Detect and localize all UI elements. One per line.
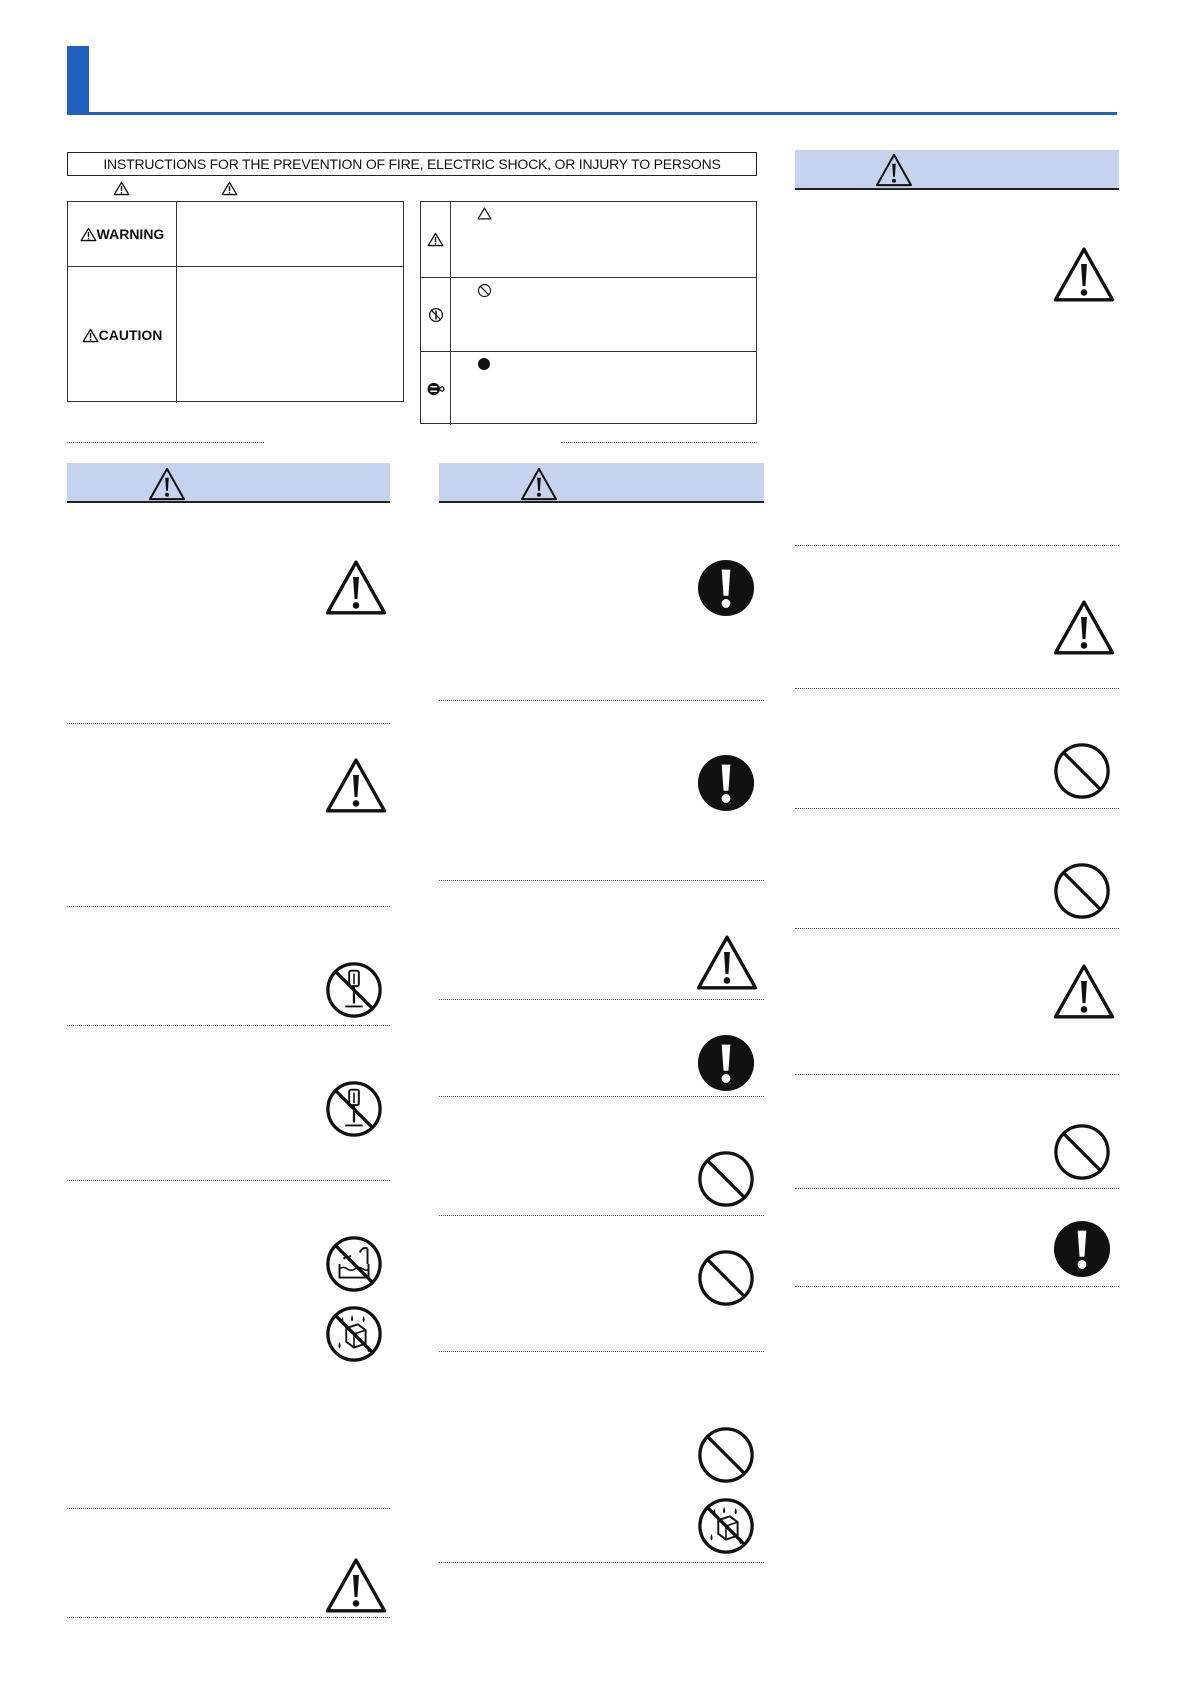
prohibition-icon: [1053, 862, 1111, 920]
warning-triangle-icon: [148, 467, 186, 501]
prohibition-icon: [697, 1426, 755, 1484]
divider: [67, 442, 264, 443]
do-not-disassemble-icon: [325, 961, 383, 1019]
warning-triangle-icon: [80, 227, 97, 242]
warning-triangle-icon: [695, 934, 759, 991]
divider: [795, 928, 1119, 929]
hollow-triangle-icon: [477, 207, 492, 220]
symbol-row-caution: [421, 202, 756, 277]
divider: [439, 1351, 764, 1352]
symbol-row-prohibited: [421, 277, 756, 351]
divider: [795, 1074, 1119, 1075]
definition-row-caution: [68, 266, 403, 403]
warning-triangle-icon: [1052, 963, 1116, 1020]
do-not-disassemble-icon: [428, 307, 444, 323]
prohibition-icon: [1053, 742, 1111, 800]
unplug-icon: [427, 381, 445, 397]
prohibition-icon: [697, 1249, 755, 1307]
warning-label: WARNING: [96, 226, 165, 242]
mandatory-action-icon: [1053, 1220, 1111, 1278]
title-accent-bar: [67, 46, 89, 115]
mandatory-action-icon: [697, 1034, 755, 1092]
divider: [439, 1096, 764, 1097]
divider: [795, 1188, 1119, 1189]
symbols-table: [420, 201, 757, 424]
no-water-splash-icon: [325, 1235, 383, 1293]
prohibition-circle-icon: [477, 283, 492, 298]
warning-triangle-icon: [324, 1557, 388, 1614]
keep-dry-icon: [325, 1305, 383, 1363]
filled-circle-icon: [477, 357, 491, 371]
warning-triangle-icon: [520, 467, 558, 501]
prohibition-icon: [697, 1150, 755, 1208]
warning-triangle-icon: [1052, 246, 1116, 303]
divider: [67, 1617, 390, 1618]
warning-triangle-icon: [82, 328, 99, 343]
warning-triangle-icon: [324, 757, 388, 814]
warning-triangle-icon: [427, 232, 444, 247]
definitions-table: [67, 201, 404, 402]
warning-triangle-icon: [324, 559, 388, 616]
do-not-disassemble-icon: [325, 1080, 383, 1138]
warning-triangle-icon: [875, 153, 913, 187]
divider: [561, 442, 757, 443]
divider: [439, 700, 764, 701]
section-header-caution-col3: [795, 150, 1119, 190]
title-underline: [89, 112, 1117, 115]
section-header-warning-col1: [67, 463, 390, 503]
keep-dry-icon: [697, 1497, 755, 1555]
symbol-row-mandatory: [421, 351, 756, 425]
divider: [795, 808, 1119, 809]
warning-triangle-icon: [1052, 599, 1116, 656]
divider: [67, 1508, 390, 1509]
section-header-warning-col2: [439, 463, 764, 503]
warning-triangle-icon: [113, 181, 130, 196]
divider: [795, 545, 1119, 546]
mandatory-action-icon: [697, 754, 755, 812]
caution-label: CAUTION: [98, 327, 163, 343]
divider: [67, 1025, 390, 1026]
definition-row-warning: [68, 202, 403, 266]
mandatory-action-icon: [697, 559, 755, 617]
warning-triangle-icon: [221, 181, 238, 196]
divider: [67, 1180, 390, 1181]
divider: [67, 906, 390, 907]
divider: [67, 723, 390, 724]
divider: [439, 1562, 764, 1563]
instructions-heading: INSTRUCTIONS FOR THE PREVENTION OF FIRE, ELECTRIC SHOCK, OR INJURY TO PERSONS: [67, 152, 757, 176]
divider: [795, 688, 1119, 689]
divider: [439, 999, 764, 1000]
prohibition-icon: [1053, 1123, 1111, 1181]
divider: [795, 1286, 1119, 1287]
divider: [439, 880, 764, 881]
divider: [439, 1215, 764, 1216]
